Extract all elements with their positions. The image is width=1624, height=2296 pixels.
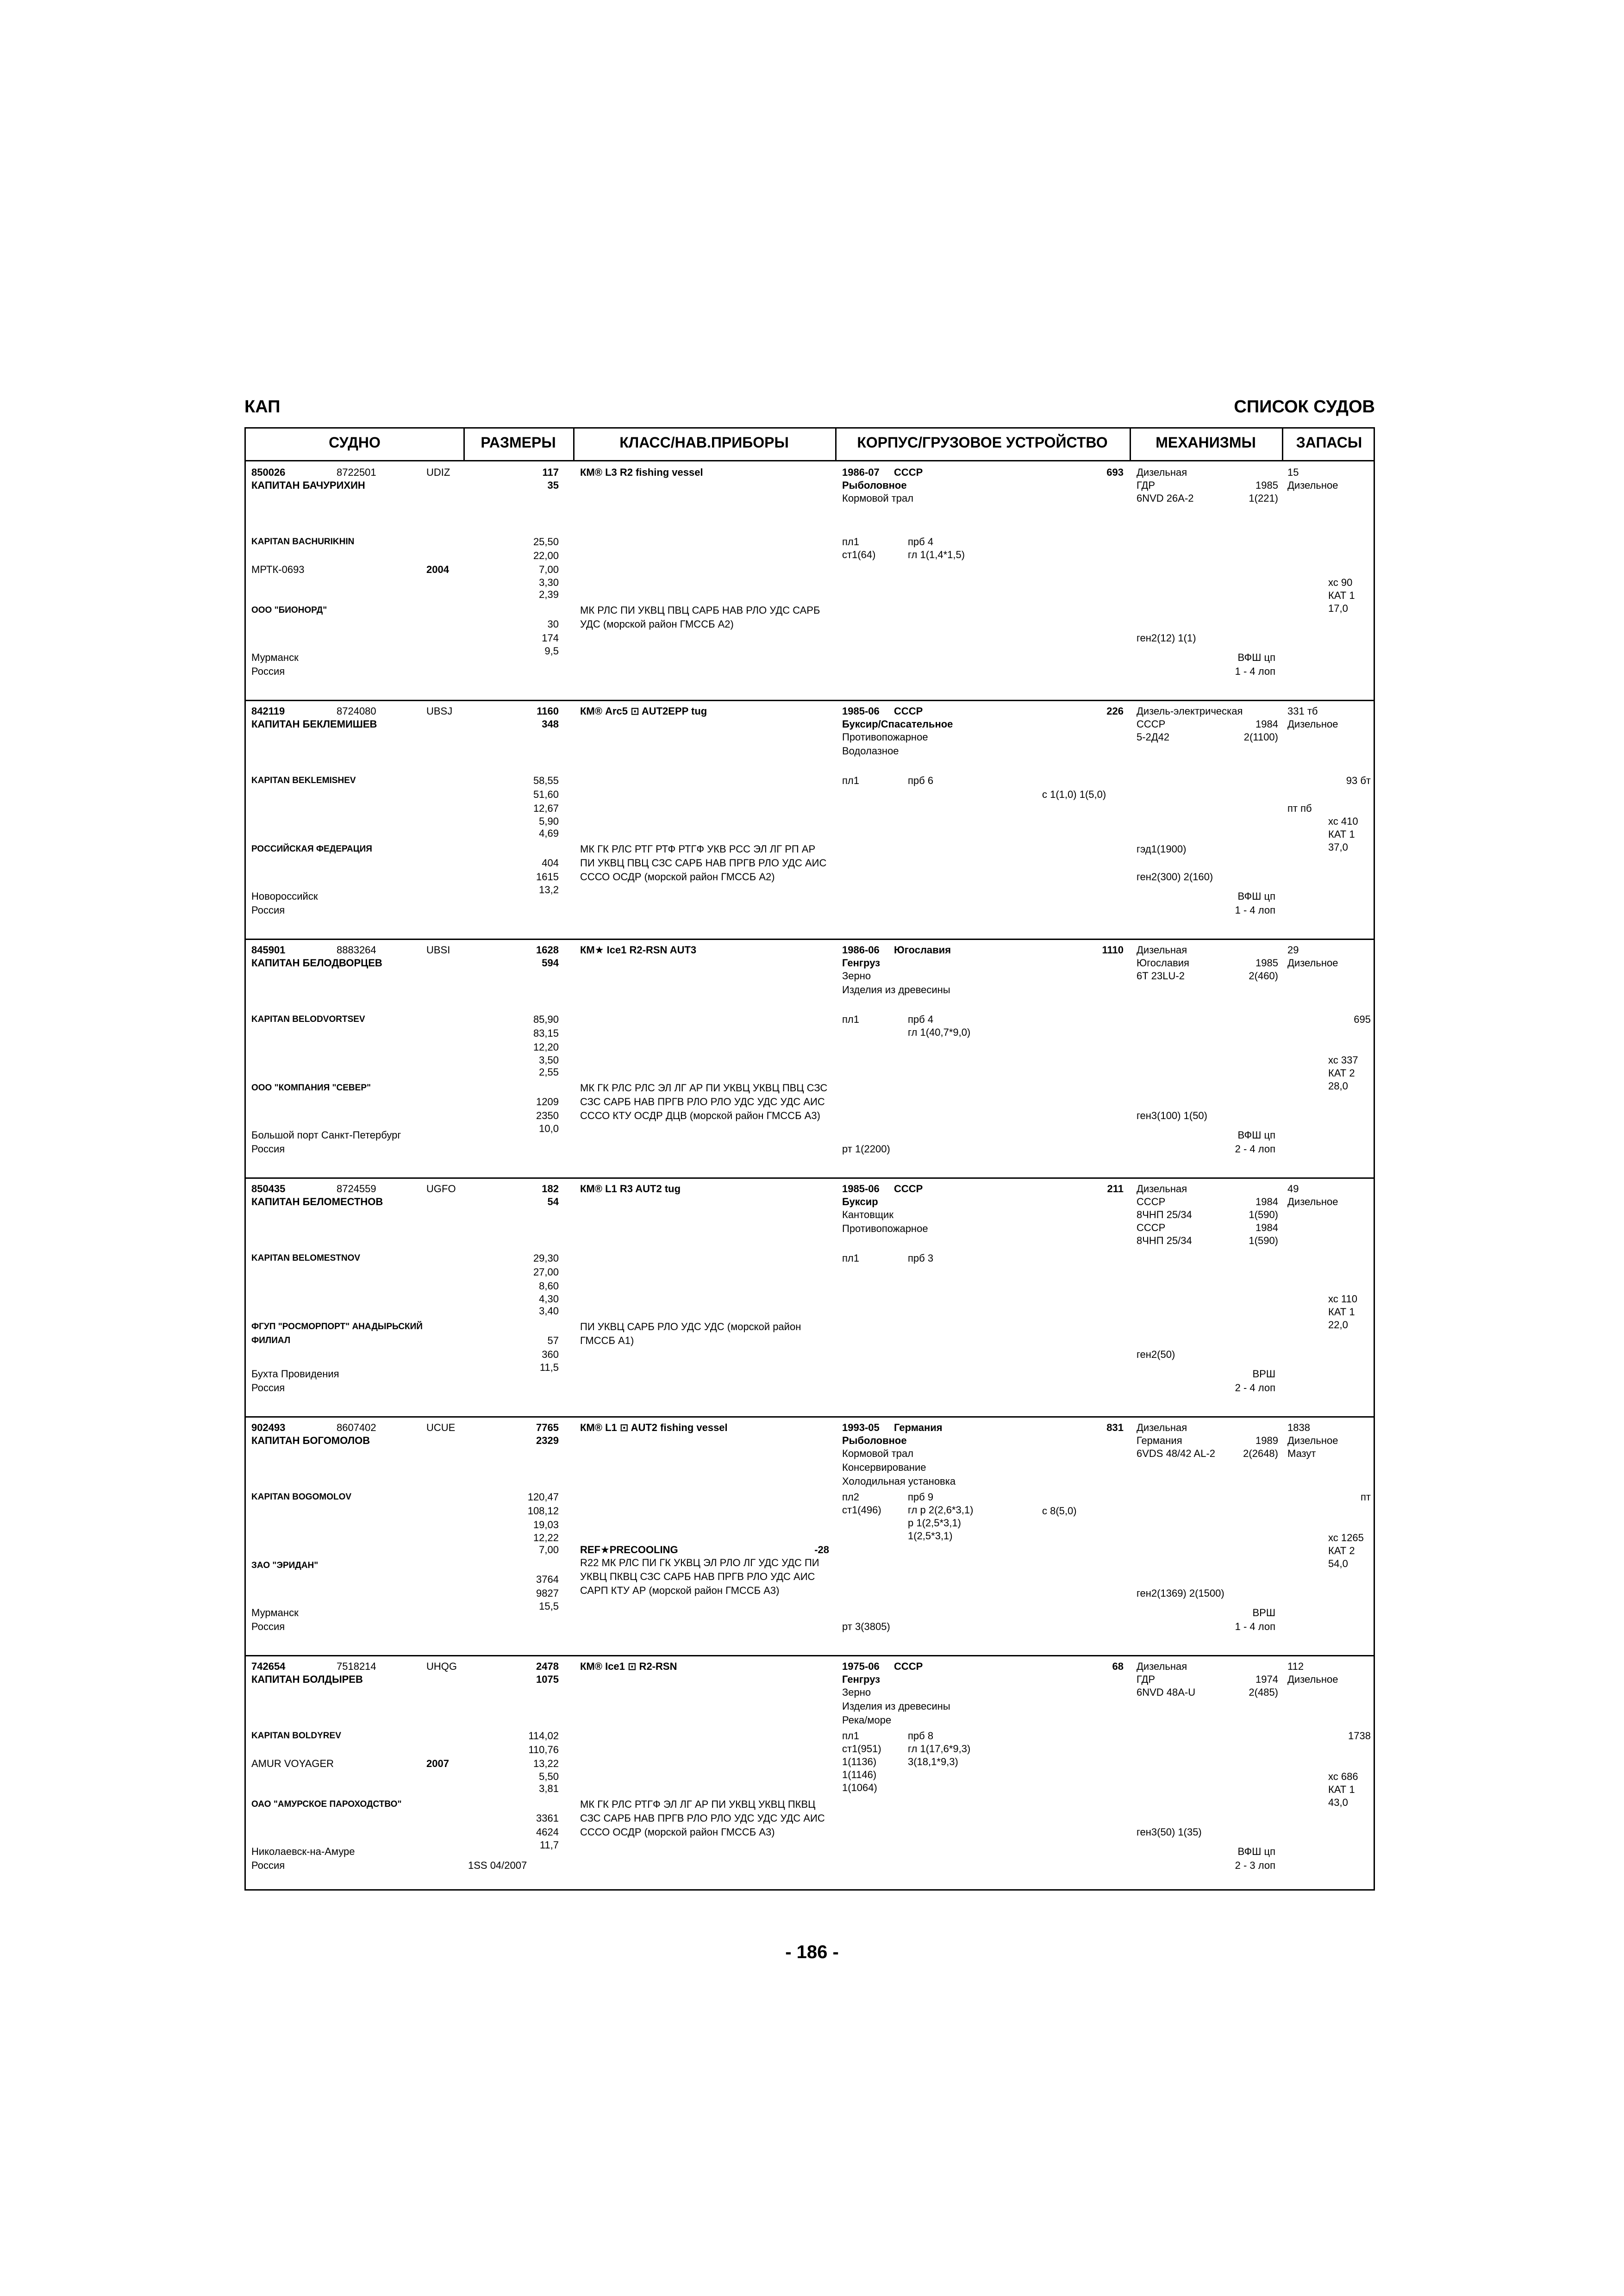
survey-note: 1SS 04/2007 (468, 1860, 527, 1871)
reg-number: 850435 (251, 1183, 286, 1195)
dimension-value: 1160 (537, 705, 559, 717)
cargo-info: прб 3 (908, 1252, 934, 1264)
blades-info: 2 - 4 лоп (1235, 1143, 1275, 1155)
ship-name: КАПИТАН БЕЛОМЕСТНОВ (251, 1196, 383, 1207)
propeller-info: ВФШ цп (1237, 652, 1275, 663)
imo-number: 8607402 (337, 1422, 376, 1433)
dimension-value: 27,00 (533, 1266, 559, 1278)
machinery-line: 8ЧНП 25/34 (1137, 1209, 1192, 1220)
dimension-value: 3764 (536, 1574, 559, 1585)
dimension-value: 7,00 (539, 1544, 559, 1556)
header-right: СПИСОК СУДОВ (1234, 397, 1375, 417)
blades-info: 1 - 4 лоп (1235, 1621, 1275, 1632)
build-country: СССР (894, 1183, 923, 1195)
stock-line: Дизельное (1287, 1674, 1338, 1685)
call-sign: UGFO (426, 1183, 456, 1195)
propeller-info: ВФШ цп (1237, 890, 1275, 902)
ship-latin-name: KAPITAN BELOMESTNOV (251, 1253, 361, 1263)
cargo-info: гл р 2(2,6*3,1) (908, 1504, 974, 1516)
crane-info: с 1(1,0) 1(5,0) (1042, 789, 1106, 800)
cargo-info: 3(18,1*9,3) (908, 1756, 958, 1767)
hold-info: пл1 (842, 1014, 859, 1025)
nav-equipment: R22 МК РЛС ПИ ГК УКВЦ ЭЛ РЛО ЛГ УДС УДС ПИ УКВЦ ПКВЦ СЗС САРБ НАВ ПРГВ РЛО УДС АИС САРП КТУ АР (морской район ГМССБ А3) (580, 1557, 819, 1596)
propeller-info: ВФШ цп (1237, 1129, 1275, 1141)
blades-info: 2 - 3 лоп (1235, 1860, 1275, 1871)
generator-info: ген2(12) 1(1) (1137, 632, 1196, 644)
country: Россия (251, 904, 285, 916)
nav-equipment: МК ГК РЛС РТГФ ЭЛ ЛГ АР ПИ УКВЦ УКВЦ ПКВЦ СЗС САРБ НАВ ПРГВ РЛО РЛО УДС УДС УДС АИС СССО ОСДР (морской район ГМССБ А3) (580, 1798, 825, 1838)
reg-number: 850026 (251, 467, 286, 478)
hull-bottom: рт 1(2200) (842, 1143, 890, 1155)
stock-mid: 93 бт (1346, 775, 1371, 786)
cargo-info: гл 1(40,7*9,0) (908, 1027, 971, 1038)
ship-name: КАПИТАН БАЧУРИХИН (251, 479, 365, 491)
home-port: Мурманск (251, 652, 299, 663)
hull-line: Кормовой трал (842, 492, 914, 504)
engine-year-2: 1984 (1255, 1222, 1278, 1233)
col-class: КЛАСС/НАВ.ПРИБОРЫ (619, 434, 789, 451)
stock-kat: КАТ 1 (1328, 1306, 1355, 1318)
stock-kat: хс 1265 (1328, 1532, 1364, 1543)
imo-number: 8724559 (337, 1183, 376, 1195)
dimension-value: 54 (547, 1196, 559, 1207)
hold-info: пл1 (842, 1252, 859, 1264)
hull-value: 211 (1107, 1183, 1124, 1195)
hold-info: пл2 (842, 1491, 859, 1503)
machinery-line: ГДР (1137, 479, 1156, 491)
stock-kat: хс 90 (1328, 577, 1353, 588)
dimension-value: 7,00 (539, 564, 559, 575)
engine-year: 1985 (1255, 479, 1278, 491)
machinery-line: Германия (1137, 1435, 1182, 1446)
build-year: 1993-05 (842, 1422, 880, 1433)
ship-record (246, 1417, 1374, 1656)
ship-type: Рыболовное (842, 479, 907, 491)
machinery-line: 8ЧНП 25/34 (1137, 1235, 1192, 1246)
stock-mid-2: пт пб (1287, 803, 1312, 814)
imo-number: 8883264 (337, 944, 376, 956)
stock-mid: 695 (1354, 1014, 1371, 1025)
dimension-value: 108,12 (527, 1505, 559, 1517)
dimension-value: 1209 (536, 1096, 559, 1108)
class-extra: REF★PRECOOLING (580, 1544, 678, 1556)
stock-kat: хс 110 (1328, 1293, 1357, 1305)
ship-table (244, 427, 1375, 1891)
dimension-value: 7765 (536, 1422, 559, 1433)
class-notation: КМ® L1 ⊡ AUT2 fishing vessel (580, 1422, 728, 1433)
dimension-value: 22,00 (533, 550, 559, 561)
reg-number: 845901 (251, 944, 286, 956)
build-year: 1986-06 (842, 944, 880, 956)
dimension-value: 51,60 (533, 789, 559, 800)
ship-record (246, 940, 1374, 1178)
country: Россия (251, 1621, 285, 1632)
machinery-line: Дизель-электрическая (1137, 705, 1243, 717)
hull-value: 1110 (1102, 944, 1124, 956)
dimension-value: 5,50 (539, 1771, 559, 1782)
engine-power-2: 1(590) (1249, 1235, 1278, 1246)
generator-info: ген3(50) 1(35) (1137, 1826, 1202, 1838)
crane-info: с 8(5,0) (1042, 1505, 1077, 1517)
reg-number: 742654 (251, 1661, 286, 1672)
class-notation: КМ® L1 R3 AUT2 tug (580, 1183, 681, 1195)
ship-latin-name: KAPITAN BOLDYREV (251, 1731, 341, 1741)
stock-kat: КАТ 1 (1328, 590, 1355, 601)
cargo-info: гл 1(1,4*1,5) (908, 549, 965, 560)
build-year: 1975-06 (842, 1661, 880, 1672)
hull-line: Изделия из древесины (842, 984, 950, 996)
stock-line: Дизельное (1287, 718, 1338, 730)
ship-name: КАПИТАН БОЛДЫРЕВ (251, 1674, 363, 1685)
machinery-line: 6VDS 48/42 AL-2 (1137, 1448, 1216, 1459)
hold-info: пл1 (842, 1730, 859, 1742)
engine-power: 1(590) (1249, 1209, 1278, 1220)
ship-record (246, 701, 1374, 940)
stock-line: 49 (1287, 1183, 1299, 1195)
stock-kat: КАТ 1 (1328, 828, 1355, 840)
former-year: 2004 (426, 564, 449, 575)
dimension-value: 3,30 (539, 577, 559, 588)
ship-record (246, 1656, 1374, 1895)
hull-line: Противопожарное (842, 731, 928, 743)
engine-power: 2(485) (1249, 1686, 1278, 1698)
cargo-info: 1(2,5*3,1) (908, 1530, 953, 1542)
page-number: - 186 - (785, 1942, 839, 1962)
home-port: Новороссийск (251, 890, 318, 902)
hull-value: 831 (1106, 1422, 1124, 1433)
stock-kat: КАТ 2 (1328, 1545, 1355, 1556)
dimension-value: 120,47 (527, 1491, 559, 1503)
build-country: СССР (894, 705, 923, 717)
stock-kat: 22,0 (1328, 1319, 1348, 1331)
machinery-line: СССР (1137, 1196, 1166, 1207)
propeller-info: ВРШ (1252, 1368, 1275, 1380)
dimension-value: 594 (542, 957, 559, 969)
hold-info: ст1(496) (842, 1504, 881, 1516)
stock-line: Дизельное (1287, 1435, 1338, 1446)
stock-line: 1838 (1287, 1422, 1310, 1433)
machinery-line: ГДР (1137, 1674, 1156, 1685)
hold-info: 1(1146) (842, 1769, 877, 1780)
dimension-value: 348 (542, 718, 559, 730)
engine-power: 2(460) (1249, 970, 1278, 982)
machinery-line: Дизельная (1137, 944, 1187, 956)
dimension-value: 57 (547, 1335, 559, 1346)
ship-name: КАПИТАН БОГОМОЛОВ (251, 1435, 370, 1446)
dimension-value: 3,81 (539, 1783, 559, 1794)
dimension-value: 19,03 (533, 1519, 559, 1531)
cargo-info: прб 6 (908, 775, 934, 786)
machinery-line: 5-2Д42 (1137, 731, 1170, 743)
hull-line: Водолазное (842, 745, 899, 757)
dimension-value: 3361 (536, 1812, 559, 1824)
propeller-info: ВРШ (1252, 1607, 1275, 1618)
stock-line: Мазут (1287, 1448, 1316, 1459)
cargo-info: прб 4 (908, 1014, 934, 1025)
home-port: Бухта Провидения (251, 1368, 339, 1380)
stock-kat: 43,0 (1328, 1797, 1348, 1808)
dimension-value: 182 (542, 1183, 559, 1195)
nav-equipment: МК РЛС ПИ УКВЦ ПВЦ САРБ НАВ РЛО УДС САРБ УДС (морской район ГМССБ А2) (580, 604, 820, 630)
dimension-value: 13,22 (533, 1758, 559, 1769)
call-sign: UBSJ (426, 705, 453, 717)
dimension-value: 2350 (536, 1110, 559, 1121)
generator-info: ген2(1369) 2(1500) (1137, 1587, 1224, 1599)
dimension-value: 25,50 (533, 536, 559, 548)
machinery-line: Югославия (1137, 957, 1189, 969)
dimension-value: 1075 (536, 1674, 559, 1685)
hull-value: 226 (1106, 705, 1124, 717)
ship-record (246, 462, 1374, 701)
class-notation: КМ★ Ice1 R2-RSN AUT3 (580, 944, 697, 956)
imo-number: 8722501 (337, 467, 376, 478)
hull-line: Река/море (842, 1714, 892, 1726)
cargo-info: прб 8 (908, 1730, 934, 1742)
engine-power: 2(2648) (1243, 1448, 1278, 1459)
dimension-value: 117 (542, 467, 559, 478)
build-country: СССР (894, 1661, 923, 1672)
stock-line: Дизельное (1287, 479, 1338, 491)
dimension-value: 1628 (536, 944, 559, 956)
col-dimensions: РАЗМЕРЫ (481, 434, 556, 451)
owner: ООО "БИОНОРД" (251, 605, 327, 615)
dimension-value: 83,15 (533, 1027, 559, 1039)
col-stock: ЗАПАСЫ (1296, 434, 1362, 451)
stock-line: 15 (1287, 467, 1299, 478)
dimension-value: 2478 (536, 1661, 559, 1672)
dimension-value: 2329 (536, 1435, 559, 1446)
stock-line: Дизельное (1287, 1196, 1338, 1207)
hold-info: 1(1136) (842, 1756, 877, 1767)
engine-year: 1989 (1255, 1435, 1278, 1446)
ship-latin-name: KAPITAN BELODVORTSEV (251, 1014, 365, 1024)
hull-line: Противопожарное (842, 1223, 928, 1234)
stock-line: 331 тб (1287, 705, 1318, 717)
stock-kat: хс 686 (1328, 1771, 1358, 1782)
dimension-value: 12,20 (533, 1041, 559, 1053)
dimension-value: 9827 (536, 1587, 559, 1599)
machinery-line: 6NVD 48A-U (1137, 1686, 1196, 1698)
ship-type: Буксир (842, 1196, 878, 1207)
class-extra-value: -28 (814, 1544, 829, 1556)
generator-info: ген3(100) 1(50) (1137, 1110, 1207, 1121)
call-sign: UDIZ (426, 467, 450, 478)
hull-value: 693 (1106, 467, 1124, 478)
build-year: 1986-07 (842, 467, 880, 478)
stock-kat: 28,0 (1328, 1080, 1348, 1092)
hold-info: 1(1064) (842, 1782, 877, 1793)
generator-info: ген2(50) (1137, 1349, 1175, 1360)
dimension-value: 35 (547, 479, 559, 491)
hull-line: Зерно (842, 970, 871, 982)
former-name: AMUR VOYAGER (251, 1758, 334, 1769)
stock-kat: 54,0 (1328, 1558, 1348, 1569)
call-sign: UHQG (426, 1661, 457, 1672)
ship-latin-name: KAPITAN BEKLEMISHEV (251, 776, 356, 785)
machinery-line: Дизельная (1137, 1661, 1187, 1672)
hull-line: Кормовой трал (842, 1448, 914, 1459)
machinery-line: Дизельная (1137, 1422, 1187, 1433)
former-year: 2007 (426, 1758, 449, 1769)
ship-name: КАПИТАН БЕЛОДВОРЦЕВ (251, 957, 382, 969)
dimension-value: 404 (542, 857, 559, 869)
ship-type: Генгруз (842, 1674, 881, 1685)
call-sign: UCUE (426, 1422, 456, 1433)
dimension-value: 15,5 (539, 1600, 559, 1612)
dimension-value: 9,5 (544, 645, 559, 657)
dimension-value: 85,90 (533, 1014, 559, 1025)
hold-info: пл1 (842, 536, 859, 548)
stock-kat: хс 337 (1328, 1054, 1358, 1066)
ship-name: КАПИТАН БЕКЛЕМИШЕВ (251, 718, 377, 730)
reg-number: 842119 (251, 705, 285, 717)
imo-number: 7518214 (337, 1661, 376, 1672)
hull-value: 68 (1112, 1661, 1124, 1672)
home-port: Николаевск-на-Амуре (251, 1846, 355, 1857)
hold-info: пл1 (842, 775, 859, 786)
home-port: Мурманск (251, 1607, 299, 1618)
header-left: КАП (244, 397, 281, 417)
nav-equipment: МК ГК РЛС РЛС ЭЛ ЛГ АР ПИ УКВЦ УКВЦ ПВЦ СЗС СЗС САРБ НАВ ПРГВ РЛО РЛО УДС УДС УДС АИС СССО КТУ ОСДР ДЦВ (морской район ГМССБ А3) (580, 1082, 828, 1121)
dimension-value: 11,7 (539, 1839, 559, 1851)
stock-line: Дизельное (1287, 957, 1338, 969)
country: Россия (251, 1860, 285, 1871)
dimension-value: 12,22 (533, 1532, 559, 1543)
owner: ОАО "АМУРСКОЕ ПАРОХОДСТВО" (251, 1799, 402, 1809)
nav-equipment: ПИ УКВЦ САРБ РЛО УДС УДС (морской район ГМССБ А1) (580, 1321, 801, 1346)
motor-info: гэд1(1900) (1137, 843, 1187, 855)
cargo-info: прб 9 (908, 1491, 934, 1503)
blades-info: 1 - 4 лоп (1235, 666, 1275, 677)
stock-kat: 37,0 (1328, 841, 1348, 853)
machinery-line: 6Т 23LU-2 (1137, 970, 1185, 982)
engine-power: 1(221) (1249, 492, 1278, 504)
imo-number: 8724080 (337, 705, 376, 717)
hull-bottom: рт 3(3805) (842, 1621, 890, 1632)
dimension-value: 2,55 (539, 1066, 559, 1078)
ship-record (246, 1178, 1374, 1417)
dimension-value: 8,60 (539, 1280, 559, 1292)
ship-type: Генгруз (842, 957, 881, 969)
class-notation: КМ® L3 R2 fishing vessel (580, 467, 703, 478)
owner: РОССИЙСКАЯ ФЕДЕРАЦИЯ (251, 844, 372, 854)
stock-mid: пт (1361, 1491, 1371, 1503)
dimension-value: 11,5 (539, 1362, 559, 1373)
dimension-value: 1615 (536, 871, 559, 883)
engine-year: 1985 (1255, 957, 1278, 969)
hull-line: Холодильная установка (842, 1475, 956, 1487)
owner: ООО "КОМПАНИЯ "СЕВЕР" (251, 1083, 371, 1093)
dimension-value: 4,69 (539, 828, 559, 839)
build-country: Югославия (894, 944, 951, 956)
stock-kat: хс 410 (1328, 815, 1358, 827)
country: Россия (251, 1382, 285, 1394)
build-year: 1985-06 (842, 1183, 880, 1195)
engine-year: 1974 (1255, 1674, 1278, 1685)
hull-line: Изделия из древесины (842, 1700, 950, 1712)
dimension-value: 4,30 (539, 1293, 559, 1305)
ship-type: Рыболовное (842, 1435, 907, 1446)
dimension-value: 29,30 (533, 1252, 559, 1264)
stock-kat: 17,0 (1328, 603, 1348, 614)
dimension-value: 110,76 (528, 1744, 559, 1755)
blades-info: 2 - 4 лоп (1235, 1382, 1275, 1394)
dimension-value: 360 (542, 1349, 559, 1360)
engine-year: 1984 (1255, 718, 1278, 730)
ship-latin-name: KAPITAN BACHURIKHIN (251, 537, 355, 547)
class-notation: КМ® Arc5 ⊡ AUT2EPP tug (580, 705, 707, 717)
machinery-line: СССР (1137, 718, 1166, 730)
stock-line: 29 (1287, 944, 1299, 956)
engine-year: 1984 (1255, 1196, 1278, 1207)
reg-number: 902493 (251, 1422, 286, 1433)
hold-info: ст1(951) (842, 1743, 881, 1755)
build-year: 1985-06 (842, 705, 880, 717)
dimension-value: 4624 (536, 1826, 559, 1838)
nav-equipment: МК ГК РЛС РТГ РТФ РТГФ УКВ РСС ЭЛ ЛГ РП АР ПИ УКВЦ ПВЦ СЗС САРБ НАВ ПРГВ РЛО УДС АИС СССО ОСДР (морской район ГМССБ А2) (580, 843, 827, 883)
ship-type: Буксир/Спасательное (842, 718, 953, 730)
hull-line: Консервирование (842, 1462, 926, 1473)
dimension-value: 2,39 (539, 589, 559, 600)
stock-line: 112 (1287, 1661, 1304, 1672)
call-sign: UBSI (426, 944, 450, 956)
machinery-line: 6NVD 26A-2 (1137, 492, 1194, 504)
dimension-value: 3,50 (539, 1054, 559, 1066)
home-port: Большой порт Санкт-Петербург (251, 1129, 401, 1141)
generator-info: ген2(300) 2(160) (1137, 871, 1213, 883)
hull-line: Кантовщик (842, 1209, 893, 1220)
owner: ЗАО "ЭРИДАН" (251, 1561, 319, 1570)
hull-line: Зерно (842, 1686, 871, 1698)
class-notation: КМ® Ice1 ⊡ R2-RSN (580, 1661, 677, 1672)
machinery-line: Дизельная (1137, 1183, 1187, 1195)
former-name: МРТК-0693 (251, 564, 305, 575)
dimension-value: 114,02 (528, 1730, 559, 1742)
cargo-info: прб 4 (908, 536, 934, 548)
dimension-value: 30 (547, 618, 559, 630)
dimension-value: 174 (542, 632, 559, 644)
build-country: СССР (894, 467, 923, 478)
machinery-line: СССР (1137, 1222, 1166, 1233)
cargo-info: р 1(2,5*3,1) (908, 1517, 961, 1529)
engine-power: 2(1100) (1243, 731, 1278, 743)
stock-mid: 1738 (1348, 1730, 1371, 1742)
dimension-value: 5,90 (539, 815, 559, 827)
build-country: Германия (894, 1422, 943, 1433)
dimension-value: 12,67 (533, 803, 559, 814)
hold-info: ст1(64) (842, 549, 876, 560)
stock-kat: КАТ 2 (1328, 1067, 1355, 1079)
dimension-value: 3,40 (539, 1305, 559, 1317)
country: Россия (251, 666, 285, 677)
stock-kat: КАТ 1 (1328, 1784, 1355, 1795)
col-hull: КОРПУС/ГРУЗОВОЕ УСТРОЙСТВО (857, 434, 1108, 451)
country: Россия (251, 1143, 285, 1155)
col-ship: СУДНО (329, 434, 381, 451)
dimension-value: 58,55 (533, 775, 559, 786)
cargo-info: гл 1(17,6*9,3) (908, 1743, 971, 1755)
ship-latin-name: KAPITAN BOGOMOLOV (251, 1492, 352, 1502)
dimension-value: 13,2 (539, 884, 559, 896)
col-machinery: МЕХАНИЗМЫ (1156, 434, 1256, 451)
dimension-value: 10,0 (539, 1123, 559, 1134)
machinery-line: Дизельная (1137, 467, 1187, 478)
owner: ФГУП "РОСМОРПОРТ" АНАДЫРЬСКИЙ ФИЛИАЛ (251, 1322, 423, 1345)
blades-info: 1 - 4 лоп (1235, 904, 1275, 916)
propeller-info: ВФШ цп (1237, 1846, 1275, 1857)
